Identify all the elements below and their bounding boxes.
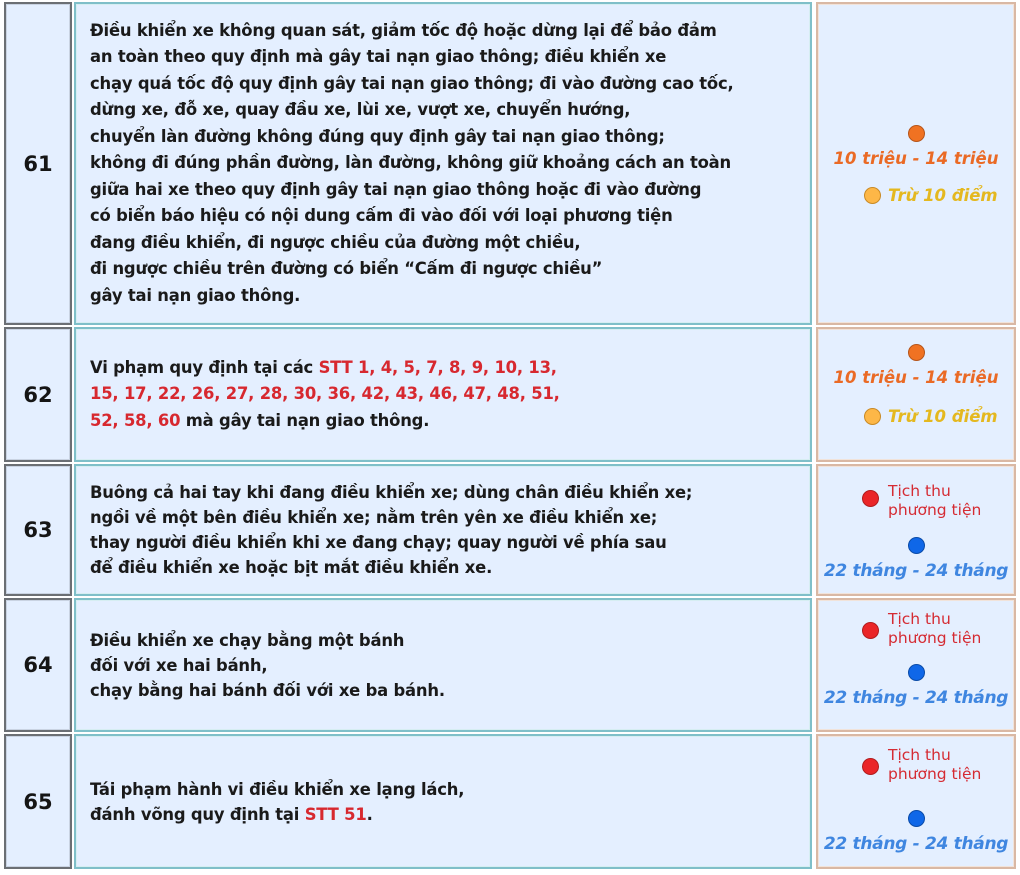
description-line (90, 355, 560, 382)
description-line: gây tai nạn giao thông. (90, 285, 301, 305)
confiscation-bullet-icon (862, 758, 879, 775)
confiscation-line: Tịch thu (888, 610, 951, 628)
description-line: thay người điều khiển khi xe đang chạy; quay người về phía sau (90, 533, 667, 552)
penalty-cell (816, 464, 1016, 596)
description-text: Vi phạm quy định tại các (90, 357, 319, 377)
description-line: không đi đúng phần đường, làn đường, không giữ khoảng cách an toàn (90, 153, 731, 173)
stt-cell (4, 598, 72, 732)
table-row-62 (0, 327, 1020, 462)
confiscation-text (888, 482, 981, 520)
table-row-63 (0, 464, 1020, 596)
fine-bullet-icon (908, 125, 925, 142)
description-line: chạy quá tốc độ quy định gây tai nạn giao thông; đi vào đường cao tốc, (90, 73, 734, 93)
license-suspension: 22 tháng - 24 tháng (823, 834, 1009, 854)
table-row-64 (0, 598, 1020, 732)
stt-cell (4, 327, 72, 462)
penalty-cell (816, 734, 1016, 869)
description-text: . (366, 804, 373, 824)
description-text: mà gây tai nạn giao thông. (180, 410, 430, 430)
confiscation-line: Tịch thu (888, 746, 951, 764)
referenced-stt-list: STT 1, 4, 5, 7, 8, 9, 10, 13, (318, 357, 557, 377)
confiscation-line: Tịch thu (888, 482, 951, 500)
violation-description (90, 355, 560, 435)
description-line: Điều khiển xe không quan sát, giảm tốc độ hoặc dừng lại để bảo đảm (90, 20, 717, 40)
confiscation-line: phương tiện (888, 629, 982, 647)
fine-amount: 10 triệu - 14 triệu (833, 149, 999, 168)
referenced-stt: STT 51 (304, 804, 367, 824)
description-line: Buông cả hai tay khi đang điều khiển xe; dùng chân điều khiển xe; (90, 483, 693, 502)
penalty-cell (816, 2, 1016, 325)
points-bullet-icon (864, 187, 881, 204)
stt-number: 65 (23, 789, 53, 814)
description-line: ngồi về một bên điều khiển xe; nằm trên yên xe điều khiển xe; (90, 508, 658, 527)
description-line: chuyển làn đường không đúng quy định gây tai nạn giao thông; (90, 126, 665, 146)
stt-number: 62 (23, 382, 53, 407)
description-cell (74, 2, 812, 325)
referenced-stt-list: 15, 17, 22, 26, 27, 28, 30, 36, 42, 43, 46, 47, 48, 51, (90, 384, 560, 404)
confiscation-bullet-icon (862, 622, 879, 639)
description-line: chạy bằng hai bánh đối với xe ba bánh. (90, 680, 445, 700)
points-deduction: Trừ 10 điểm (888, 186, 998, 205)
description-line (90, 408, 560, 435)
stt-number: 61 (23, 151, 53, 176)
violation-description (90, 777, 464, 827)
suspension-bullet-icon (908, 664, 925, 681)
confiscation-text (888, 746, 981, 784)
description-line: an toàn theo quy định mà gây tai nạn giao thông; điều khiển xe (90, 47, 667, 67)
suspension-bullet-icon (908, 810, 925, 827)
stt-number: 64 (23, 653, 53, 677)
description-line: để điều khiển xe hoặc bịt mắt điều khiển xe. (90, 558, 493, 577)
violation-description (90, 480, 692, 580)
description-line: có biển báo hiệu có nội dung cấm đi vào đối với loại phương tiện (90, 206, 673, 226)
table-row-65 (0, 734, 1020, 869)
fine-amount: 10 triệu - 14 triệu (833, 368, 999, 387)
license-suspension: 22 tháng - 24 tháng (823, 688, 1009, 708)
stt-cell (4, 2, 72, 325)
description-cell (74, 598, 812, 732)
description-cell (74, 464, 812, 596)
description-line: đi ngược chiều trên đường có biển “Cấm đi ngược chiều” (90, 259, 603, 279)
suspension-bullet-icon (908, 537, 925, 554)
confiscation-text (888, 610, 981, 648)
description-cell (74, 734, 812, 869)
table-row-61 (0, 2, 1020, 325)
confiscation-line: phương tiện (888, 501, 982, 519)
description-line: Tái phạm hành vi điều khiển xe lạng lách, (90, 779, 465, 799)
description-text: đánh võng quy định tại (90, 804, 305, 824)
license-suspension: 22 tháng - 24 tháng (823, 561, 1009, 581)
stt-cell (4, 464, 72, 596)
stt-cell (4, 734, 72, 869)
description-line (90, 802, 464, 827)
violation-description (90, 628, 445, 703)
description-line: đang điều khiển, đi ngược chiều của đường một chiều, (90, 232, 581, 252)
referenced-stt-list: 52, 58, 60 (90, 410, 181, 430)
description-cell (74, 327, 812, 462)
confiscation-bullet-icon (862, 490, 879, 507)
description-line: dừng xe, đỗ xe, quay đầu xe, lùi xe, vượt xe, chuyển hướng, (90, 100, 631, 120)
violation-description (90, 18, 734, 310)
description-line: giữa hai xe theo quy định gây tai nạn giao thông hoặc đi vào đường (90, 179, 702, 199)
points-bullet-icon (864, 408, 881, 425)
points-deduction: Trừ 10 điểm (888, 407, 998, 426)
fine-bullet-icon (908, 344, 925, 361)
confiscation-line: phương tiện (888, 765, 982, 783)
description-line: đối với xe hai bánh, (90, 655, 268, 675)
penalty-cell (816, 598, 1016, 732)
penalty-cell (816, 327, 1016, 462)
description-line: Điều khiển xe chạy bằng một bánh (90, 630, 405, 650)
stt-number: 63 (23, 518, 53, 542)
